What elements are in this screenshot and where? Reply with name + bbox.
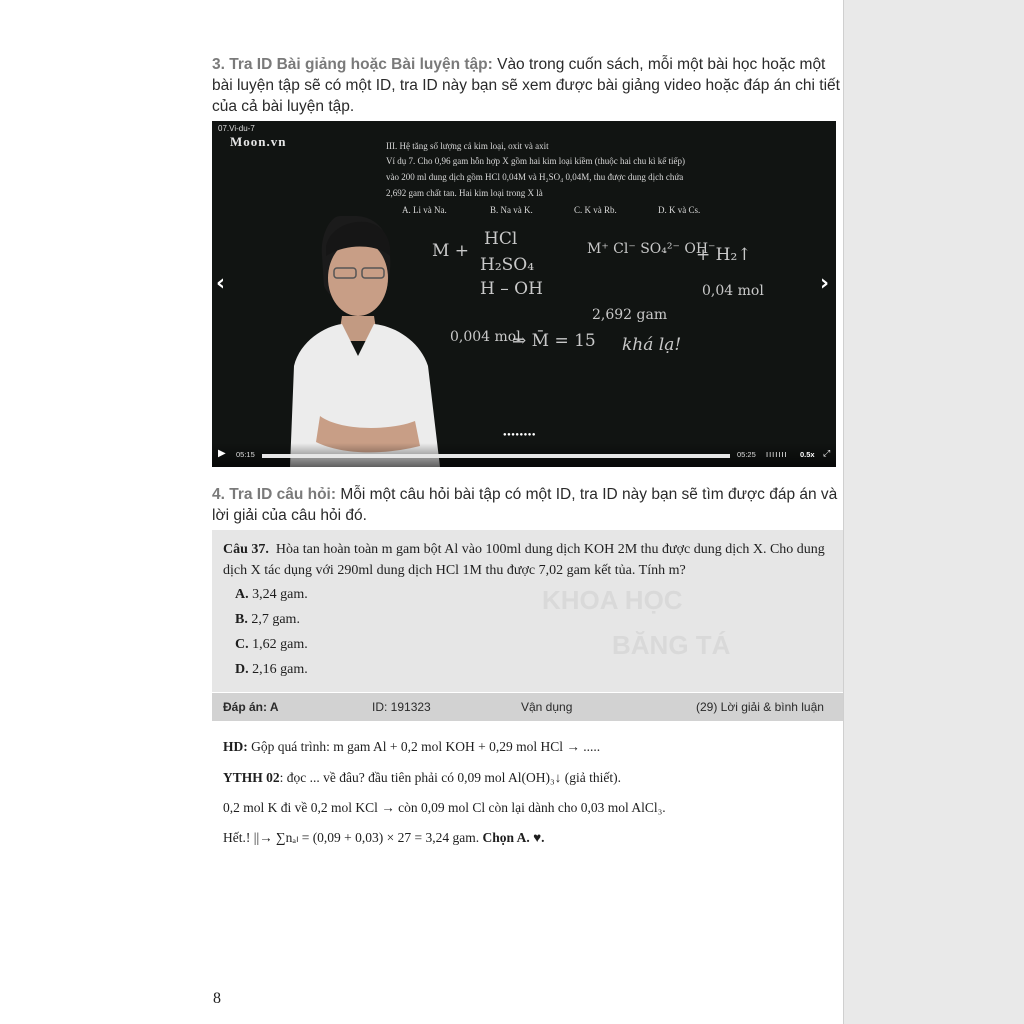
chalk-h2so4: H₂SO₄	[480, 255, 535, 275]
video-id-label: 07.Vi-du-7	[218, 124, 255, 133]
progress-bar[interactable]	[262, 454, 730, 458]
presenter-image	[280, 216, 470, 467]
chalk-note: khá lạ!	[622, 335, 682, 355]
board-option-c: C. K và Rb.	[574, 205, 617, 215]
chalk-hoh: H – OH	[480, 279, 543, 299]
question-box	[212, 530, 843, 692]
solution-line-4: Hết.! ||→ ∑nₐₗ = (0,09 + 0,03) × 27 = 3,24 gam. Chọn A. ♥.	[223, 830, 545, 845]
quality-icon[interactable]: IIIIIII	[766, 450, 788, 459]
option-a: A. 3,24 gam.	[235, 587, 308, 602]
page-number: 8	[213, 990, 221, 1007]
option-c: C. 1,62 gam.	[235, 637, 308, 652]
answer-label: Đáp án: A	[223, 700, 279, 714]
chalk-mol: 0,04 mol	[702, 283, 764, 299]
chalk-mbar: ⇒ M̄ = 15	[512, 331, 596, 351]
section-4-text	[212, 484, 842, 526]
play-icon[interactable]: ▶	[218, 448, 226, 459]
option-b: B. 2,7 gam.	[235, 612, 300, 627]
board-line-2: vào 200 ml dung dịch gồm HCl 0,04M và H₂SO₄ 0,04M, thu được dung dịch chứa	[386, 172, 684, 182]
chalk-mol2: 0,004 mol	[450, 329, 521, 345]
question-number: Câu 37.	[223, 542, 269, 557]
section-3-text	[212, 54, 842, 117]
section-4-heading: 4. Tra ID câu hỏi:	[212, 486, 337, 503]
option-d: D. 2,16 gam.	[235, 662, 308, 677]
video-controls	[212, 443, 836, 467]
answer-info-bar	[212, 693, 843, 721]
board-option-a: A. Li và Na.	[402, 205, 447, 215]
solution-line-3: 0,2 mol K đi về 0,2 mol KCl → còn 0,09 mol Cl còn lại dành cho 0,03 mol AlCl₃.	[223, 800, 666, 815]
fullscreen-icon[interactable]: ⤢	[823, 448, 831, 458]
prev-arrow-icon[interactable]: ‹	[216, 271, 226, 296]
board-line-3: 2,692 gam chất tan. Hai kim loại trong X là	[386, 188, 543, 198]
next-arrow-icon[interactable]: ›	[820, 271, 830, 296]
board-title: III. Hệ tăng số lượng cả kim loại, oxit và axit	[386, 141, 549, 151]
progress-fill	[262, 454, 730, 458]
board-line-1: Ví dụ 7. Cho 0,96 gam hỗn hợp X gồm hai kim loại kiềm (thuộc hai chu kì kế tiếp)	[386, 156, 685, 166]
time-total: 05:25	[737, 450, 756, 459]
comments-link[interactable]: (29) Lời giải & bình luận	[696, 700, 824, 714]
watermark-2: BĂNG TÁ	[612, 630, 731, 660]
section-4-body: Mỗi một câu hỏi bài tập có một ID, tra ID này bạn sẽ tìm được đáp án và lời giải của câu hỏi đó.	[212, 486, 838, 524]
section-3-heading: 3. Tra ID Bài giảng hoặc Bài luyện tập:	[212, 56, 493, 73]
question-id: ID: 191323	[372, 700, 431, 714]
section-3-body: Vào trong cuốn sách, mỗi một bài học hoặc một bài luyện tập sẽ có một ID, tra ID này bạn sẽ xem được bài giảng video hoặc đáp án chi tiết của cả bài luyện tập.	[212, 56, 840, 115]
chalk-ions: M⁺ Cl⁻ SO₄²⁻ OH⁻	[587, 241, 716, 257]
question-body: Hòa tan hoàn toàn m gam bột Al vào 100ml dung dịch KOH 2M thu được dung dịch X. Cho dung dịch X tác dụng với 290ml dung dịch HCl 1M thu được 7,02 gam kết tủa. Tính m?	[223, 542, 825, 578]
moon-logo: Moon.vn	[230, 134, 287, 149]
board-option-b: B. Na và K.	[490, 205, 533, 215]
question-text	[223, 539, 843, 581]
video-player[interactable]	[212, 121, 836, 467]
solution-line-1: HD: Gộp quá trình: m gam Al + 0,2 mol KOH + 0,29 mol HCl → .....	[223, 739, 601, 754]
slide-dots: ●●●●●●●●	[503, 432, 536, 438]
chalk-mass: 2,692 gam	[592, 307, 668, 323]
chalk-h2: + H₂↑	[696, 245, 752, 265]
page-edge	[843, 0, 1024, 1024]
solution-line-2: YTHH 02: đọc ... về đâu? đầu tiên phải có 0,09 mol Al(OH)₃↓ (giả thiết).	[223, 770, 622, 785]
chalk-m-plus: M +	[432, 241, 470, 261]
board-option-d: D. K và Cs.	[658, 205, 701, 215]
speed-button[interactable]: 0.5x	[800, 450, 815, 459]
watermark-1: KHOA HỌC	[542, 585, 683, 615]
chalk-hcl: HCl	[484, 229, 518, 249]
time-current: 05:15	[236, 450, 255, 459]
difficulty-level: Vận dụng	[521, 700, 573, 714]
